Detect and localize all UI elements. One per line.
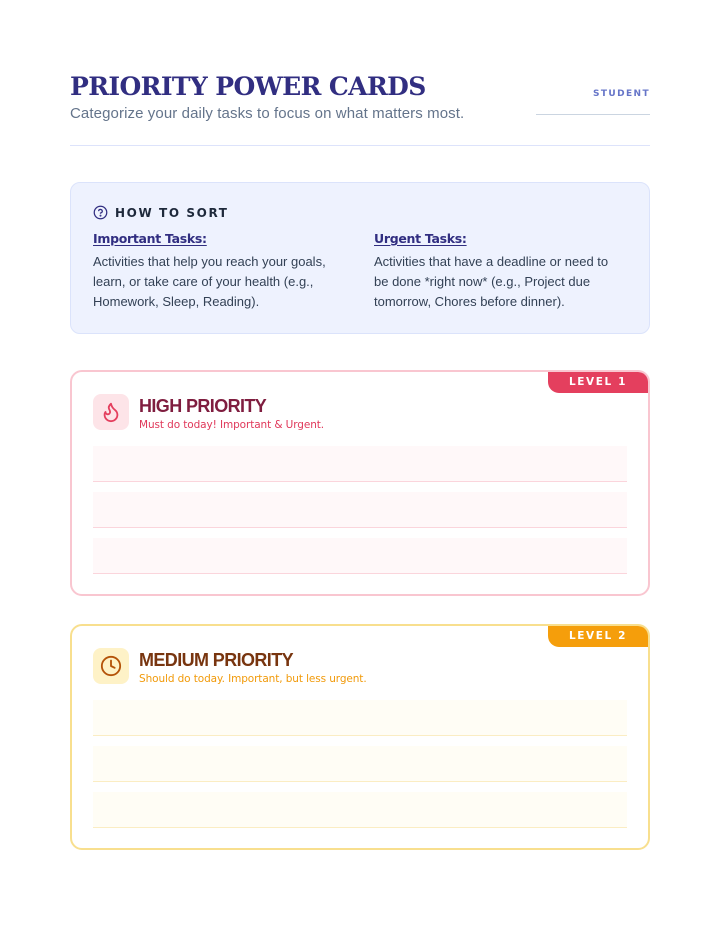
page-subtitle: Categorize your daily tasks to focus on what matters most. — [70, 105, 465, 122]
important-tasks-title: Important Tasks: — [93, 231, 207, 246]
high-priority-subtitle: Must do today! Important & Urgent. — [139, 419, 325, 431]
medium-priority-card — [70, 624, 650, 850]
high-priority-card — [70, 370, 650, 596]
urgent-tasks-column — [374, 231, 624, 312]
level-1-badge: LEVEL 1 — [548, 372, 648, 393]
urgent-tasks-text: Activities that have a deadline or need to be done *right now* (e.g., Project due tomorrow, Chores before dinner). — [374, 254, 609, 309]
urgent-tasks-title: Urgent Tasks: — [374, 231, 467, 246]
task-line[interactable] — [93, 746, 627, 782]
medium-priority-title: MEDIUM PRIORITY — [139, 650, 294, 670]
task-line[interactable] — [93, 538, 627, 574]
how-to-sort-header — [93, 205, 229, 220]
high-priority-task-lines — [93, 446, 627, 584]
medium-priority-icon-box — [93, 648, 129, 684]
high-priority-title: HIGH PRIORITY — [139, 396, 267, 416]
how-to-sort-panel — [70, 182, 650, 334]
medium-priority-subtitle: Should do today. Important, but less urgent. — [139, 673, 367, 685]
task-line[interactable] — [93, 492, 627, 528]
task-line[interactable] — [93, 700, 627, 736]
question-circle-icon — [93, 205, 108, 220]
how-to-sort-title: HOW TO SORT — [115, 205, 229, 220]
medium-priority-task-lines — [93, 700, 627, 838]
important-tasks-text: Activities that help you reach your goals, learn, or take care of your health (e.g., Homework, Sleep, Reading). — [93, 254, 326, 309]
level-2-badge: LEVEL 2 — [548, 626, 648, 647]
page-title: PRIORITY POWER CARDS — [70, 72, 426, 101]
clock-icon — [100, 655, 122, 677]
student-name-field[interactable] — [536, 81, 650, 115]
task-line[interactable] — [93, 792, 627, 828]
high-priority-icon-box — [93, 394, 129, 430]
important-tasks-column — [93, 231, 343, 312]
student-label: STUDENT — [592, 89, 650, 99]
page-header — [70, 72, 650, 146]
task-line[interactable] — [93, 446, 627, 482]
flame-icon — [100, 401, 122, 423]
